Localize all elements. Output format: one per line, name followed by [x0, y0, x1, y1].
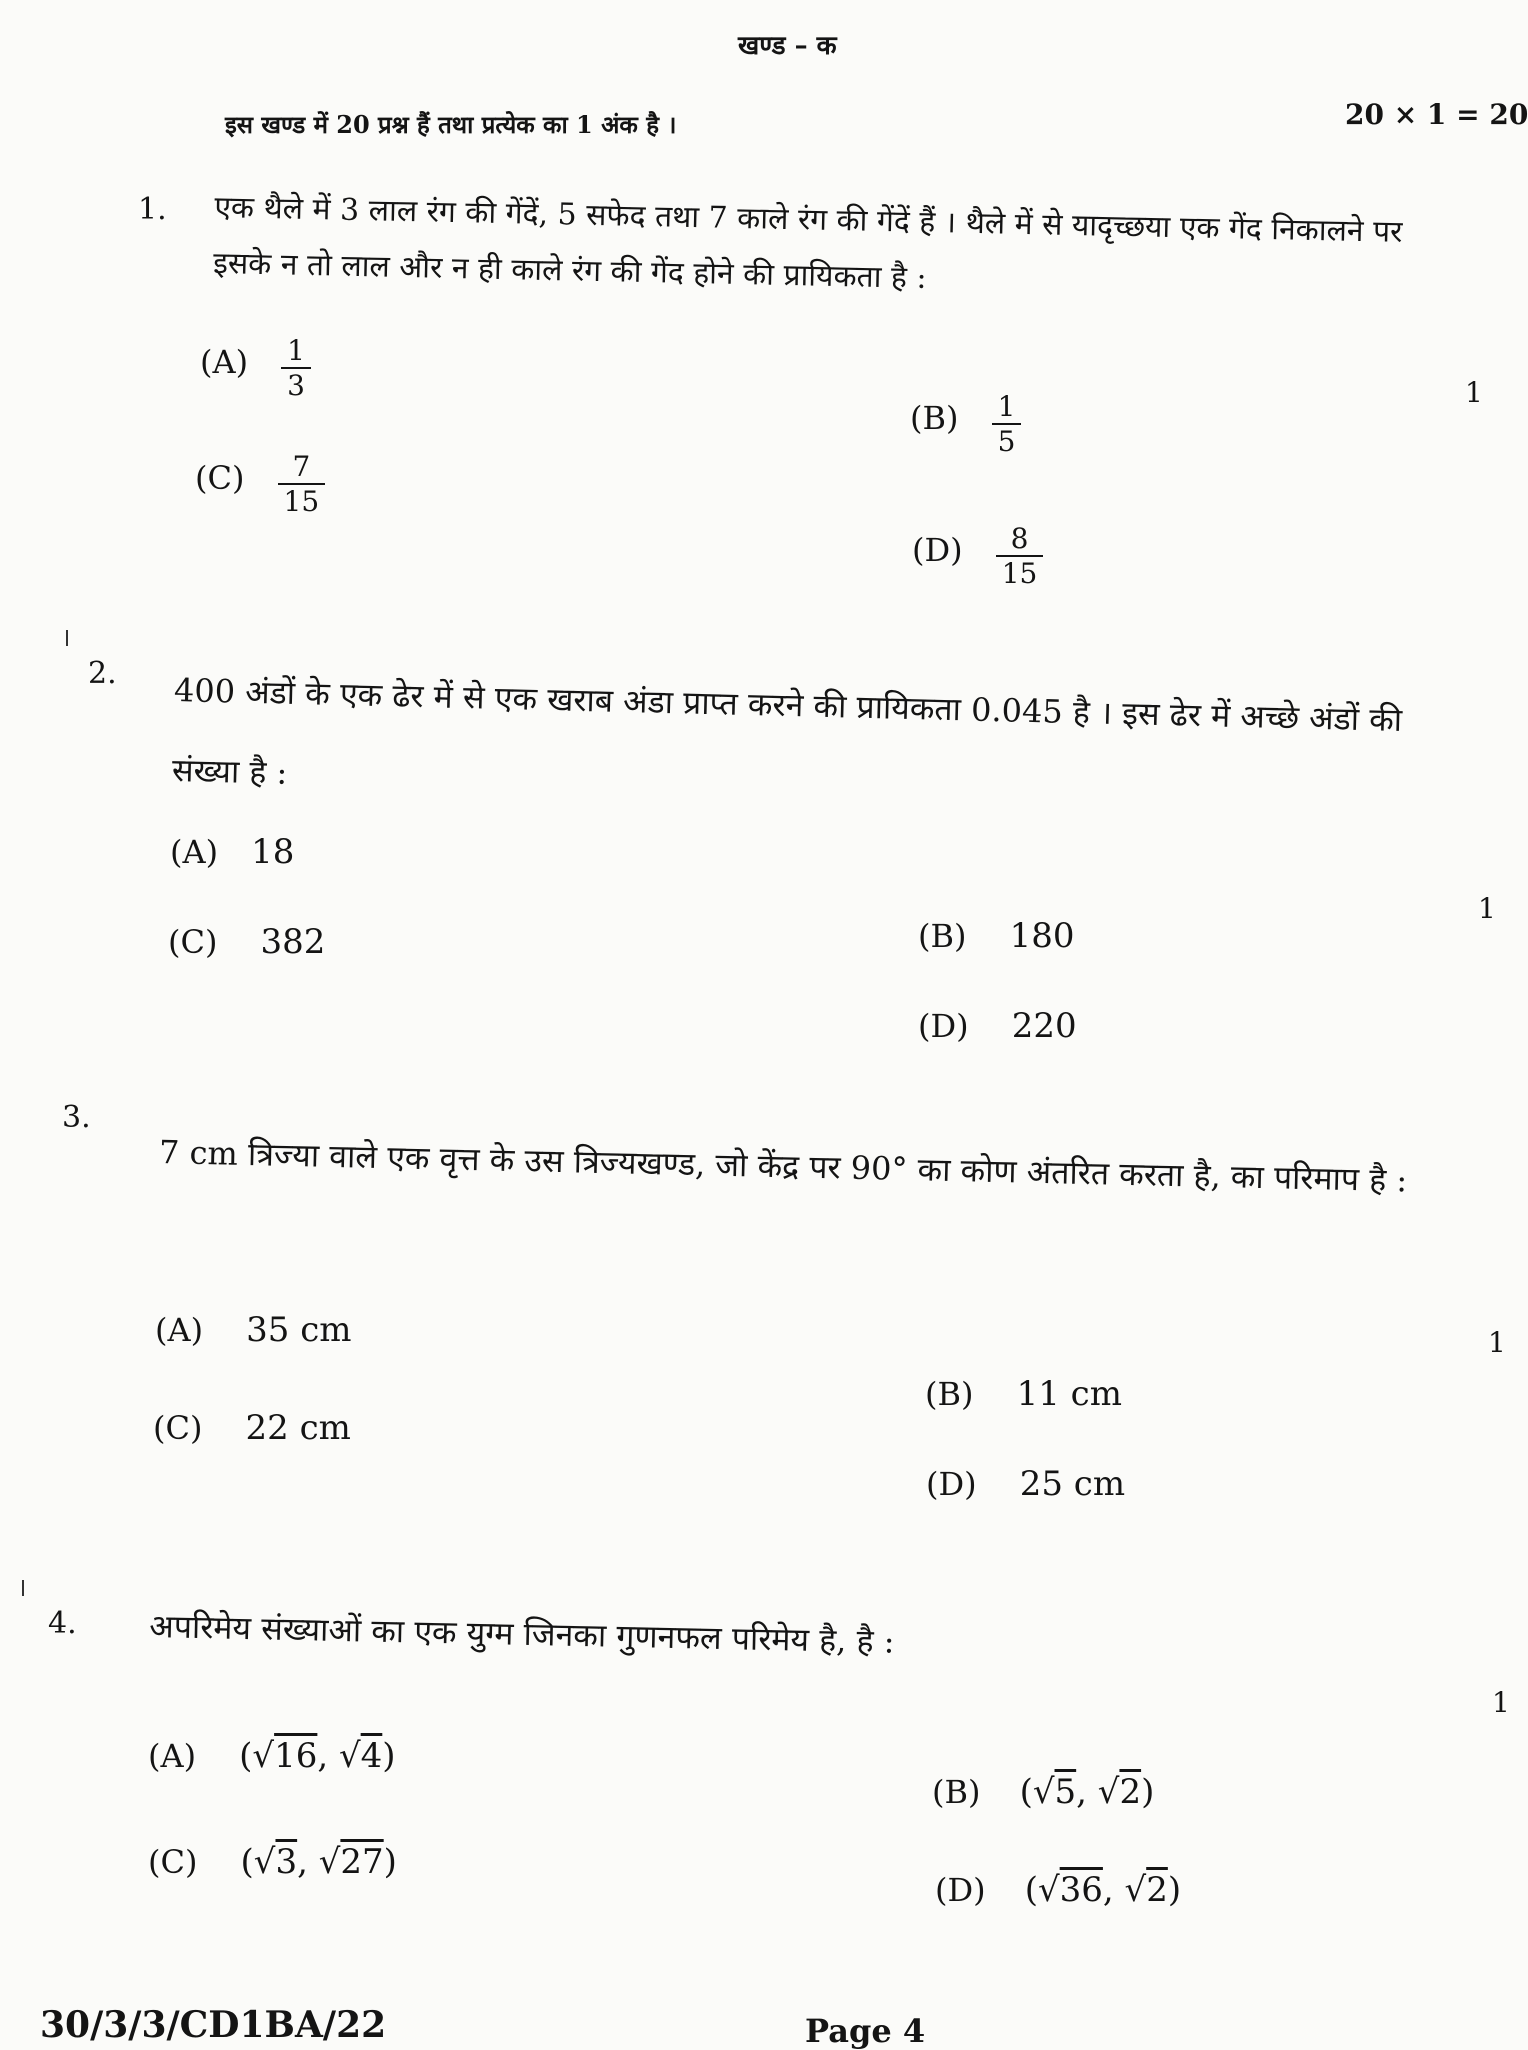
option-value: 11 cm	[1016, 1374, 1122, 1414]
option-label: (A)	[200, 342, 249, 381]
question-text: 7 cm त्रिज्या वाले एक वृत्त के उस त्रिज्यखण्ड, जो केंद्र पर 90° का कोण अंतरित करता है, का परिमाप है :	[158, 1132, 1408, 1200]
question-marks: 1	[1488, 1326, 1506, 1359]
option-c	[153, 1408, 351, 1448]
option-label: (B)	[925, 1375, 974, 1413]
option-label: (D)	[926, 1465, 977, 1503]
option-surd-pair: (√3, √27)	[240, 1842, 397, 1882]
option-value: 22 cm	[245, 1408, 351, 1448]
option-label: (D)	[918, 1007, 969, 1045]
option-c	[168, 922, 325, 962]
option-d	[926, 1464, 1125, 1504]
option-d	[912, 524, 1043, 589]
fraction-numerator: 1	[287, 334, 305, 367]
option-value: 25 cm	[1019, 1464, 1126, 1504]
radicand: 36	[1059, 1870, 1103, 1910]
option-value: 220	[1011, 1006, 1077, 1046]
option-label: (A)	[170, 833, 219, 871]
option-label: (D)	[912, 530, 963, 569]
question-marks: 1	[1465, 376, 1483, 409]
question-number: 4.	[48, 1606, 77, 1641]
question-number: 3.	[62, 1100, 91, 1135]
scan-mark	[22, 1580, 24, 1596]
question-marks: 1	[1492, 1686, 1510, 1719]
option-value: 18	[251, 832, 295, 872]
option-surd-pair: (√36, √2)	[1024, 1870, 1182, 1910]
option-c	[195, 452, 325, 517]
option-label: (A)	[155, 1311, 204, 1349]
radicand: 3	[275, 1842, 298, 1882]
option-fraction	[281, 336, 311, 401]
question-number: 1.	[138, 192, 167, 227]
option-label: (C)	[148, 1843, 198, 1881]
section-marks-total: 20 × 1 = 20	[1345, 98, 1528, 131]
question-text: 400 अंडों के एक ढेर में से एक खराब अंडा प्राप्त करने की प्रायिकता 0.045 है । इस ढेर में अच्छे अंडों की संख्या है :	[171, 670, 1403, 792]
option-a	[148, 1736, 396, 1776]
option-fraction	[992, 392, 1022, 457]
option-b	[918, 916, 1074, 956]
paper-code: 30/3/3/CD1BA/22	[40, 2004, 387, 2046]
option-a	[170, 832, 294, 872]
radicand: 16	[274, 1736, 318, 1776]
option-value: 382	[260, 922, 326, 962]
scan-mark	[66, 630, 68, 646]
option-fraction	[996, 524, 1044, 589]
fraction-numerator: 7	[292, 450, 311, 483]
option-a	[200, 336, 311, 401]
option-a	[155, 1310, 352, 1350]
fraction-numerator: 1	[997, 390, 1016, 423]
option-label: (B)	[910, 398, 959, 437]
option-label: (D)	[935, 1871, 986, 1909]
option-label: (B)	[932, 1773, 981, 1811]
option-label: (B)	[918, 917, 967, 955]
option-label: (A)	[148, 1737, 197, 1775]
option-c	[148, 1842, 397, 1882]
option-label: (C)	[195, 458, 245, 497]
radicand: 2	[1119, 1772, 1142, 1812]
option-b	[910, 392, 1021, 457]
radicand: 2	[1146, 1870, 1168, 1910]
option-d	[935, 1870, 1181, 1910]
section-title: खण्ड – क	[738, 31, 837, 61]
option-label: (C)	[153, 1409, 203, 1447]
option-fraction	[278, 452, 326, 517]
fraction-denominator: 3	[281, 367, 311, 400]
fraction-denominator: 15	[278, 483, 326, 516]
question-text: अपरिमेय संख्याओं का एक युग्म जिनका गुणनफल परिमेय है, है :	[149, 1606, 895, 1661]
option-value: 180	[1009, 916, 1075, 956]
fraction-denominator: 15	[996, 555, 1044, 588]
section-instruction: इस खण्ड में 20 प्रश्न हैं तथा प्रत्येक का 1 अंक है ।	[225, 110, 677, 139]
option-surd-pair: (√5, √2)	[1019, 1772, 1155, 1812]
question-number: 2.	[88, 656, 117, 691]
option-d	[918, 1006, 1077, 1046]
page-number: Page 4	[805, 2012, 926, 2050]
option-label: (C)	[168, 923, 218, 961]
radicand: 5	[1054, 1772, 1077, 1812]
fraction-denominator: 5	[992, 423, 1022, 456]
radicand: 4	[360, 1736, 383, 1776]
question-marks: 1	[1478, 892, 1496, 925]
question-text: एक थैले में 3 लाल रंग की गेंदें, 5 सफेद तथा 7 काले रंग की गेंदें हैं । थैले में से यादृच्छया एक गेंद निकालने पर इसके न तो लाल और न ही काले रंग की गेंद होने की प्रायिकता है :	[212, 189, 1403, 296]
option-b	[932, 1772, 1154, 1812]
fraction-numerator: 8	[1010, 522, 1029, 555]
option-b	[925, 1374, 1122, 1414]
radicand: 27	[340, 1842, 384, 1882]
option-surd-pair: (√16, √4)	[239, 1736, 396, 1776]
option-value: 35 cm	[246, 1310, 352, 1350]
